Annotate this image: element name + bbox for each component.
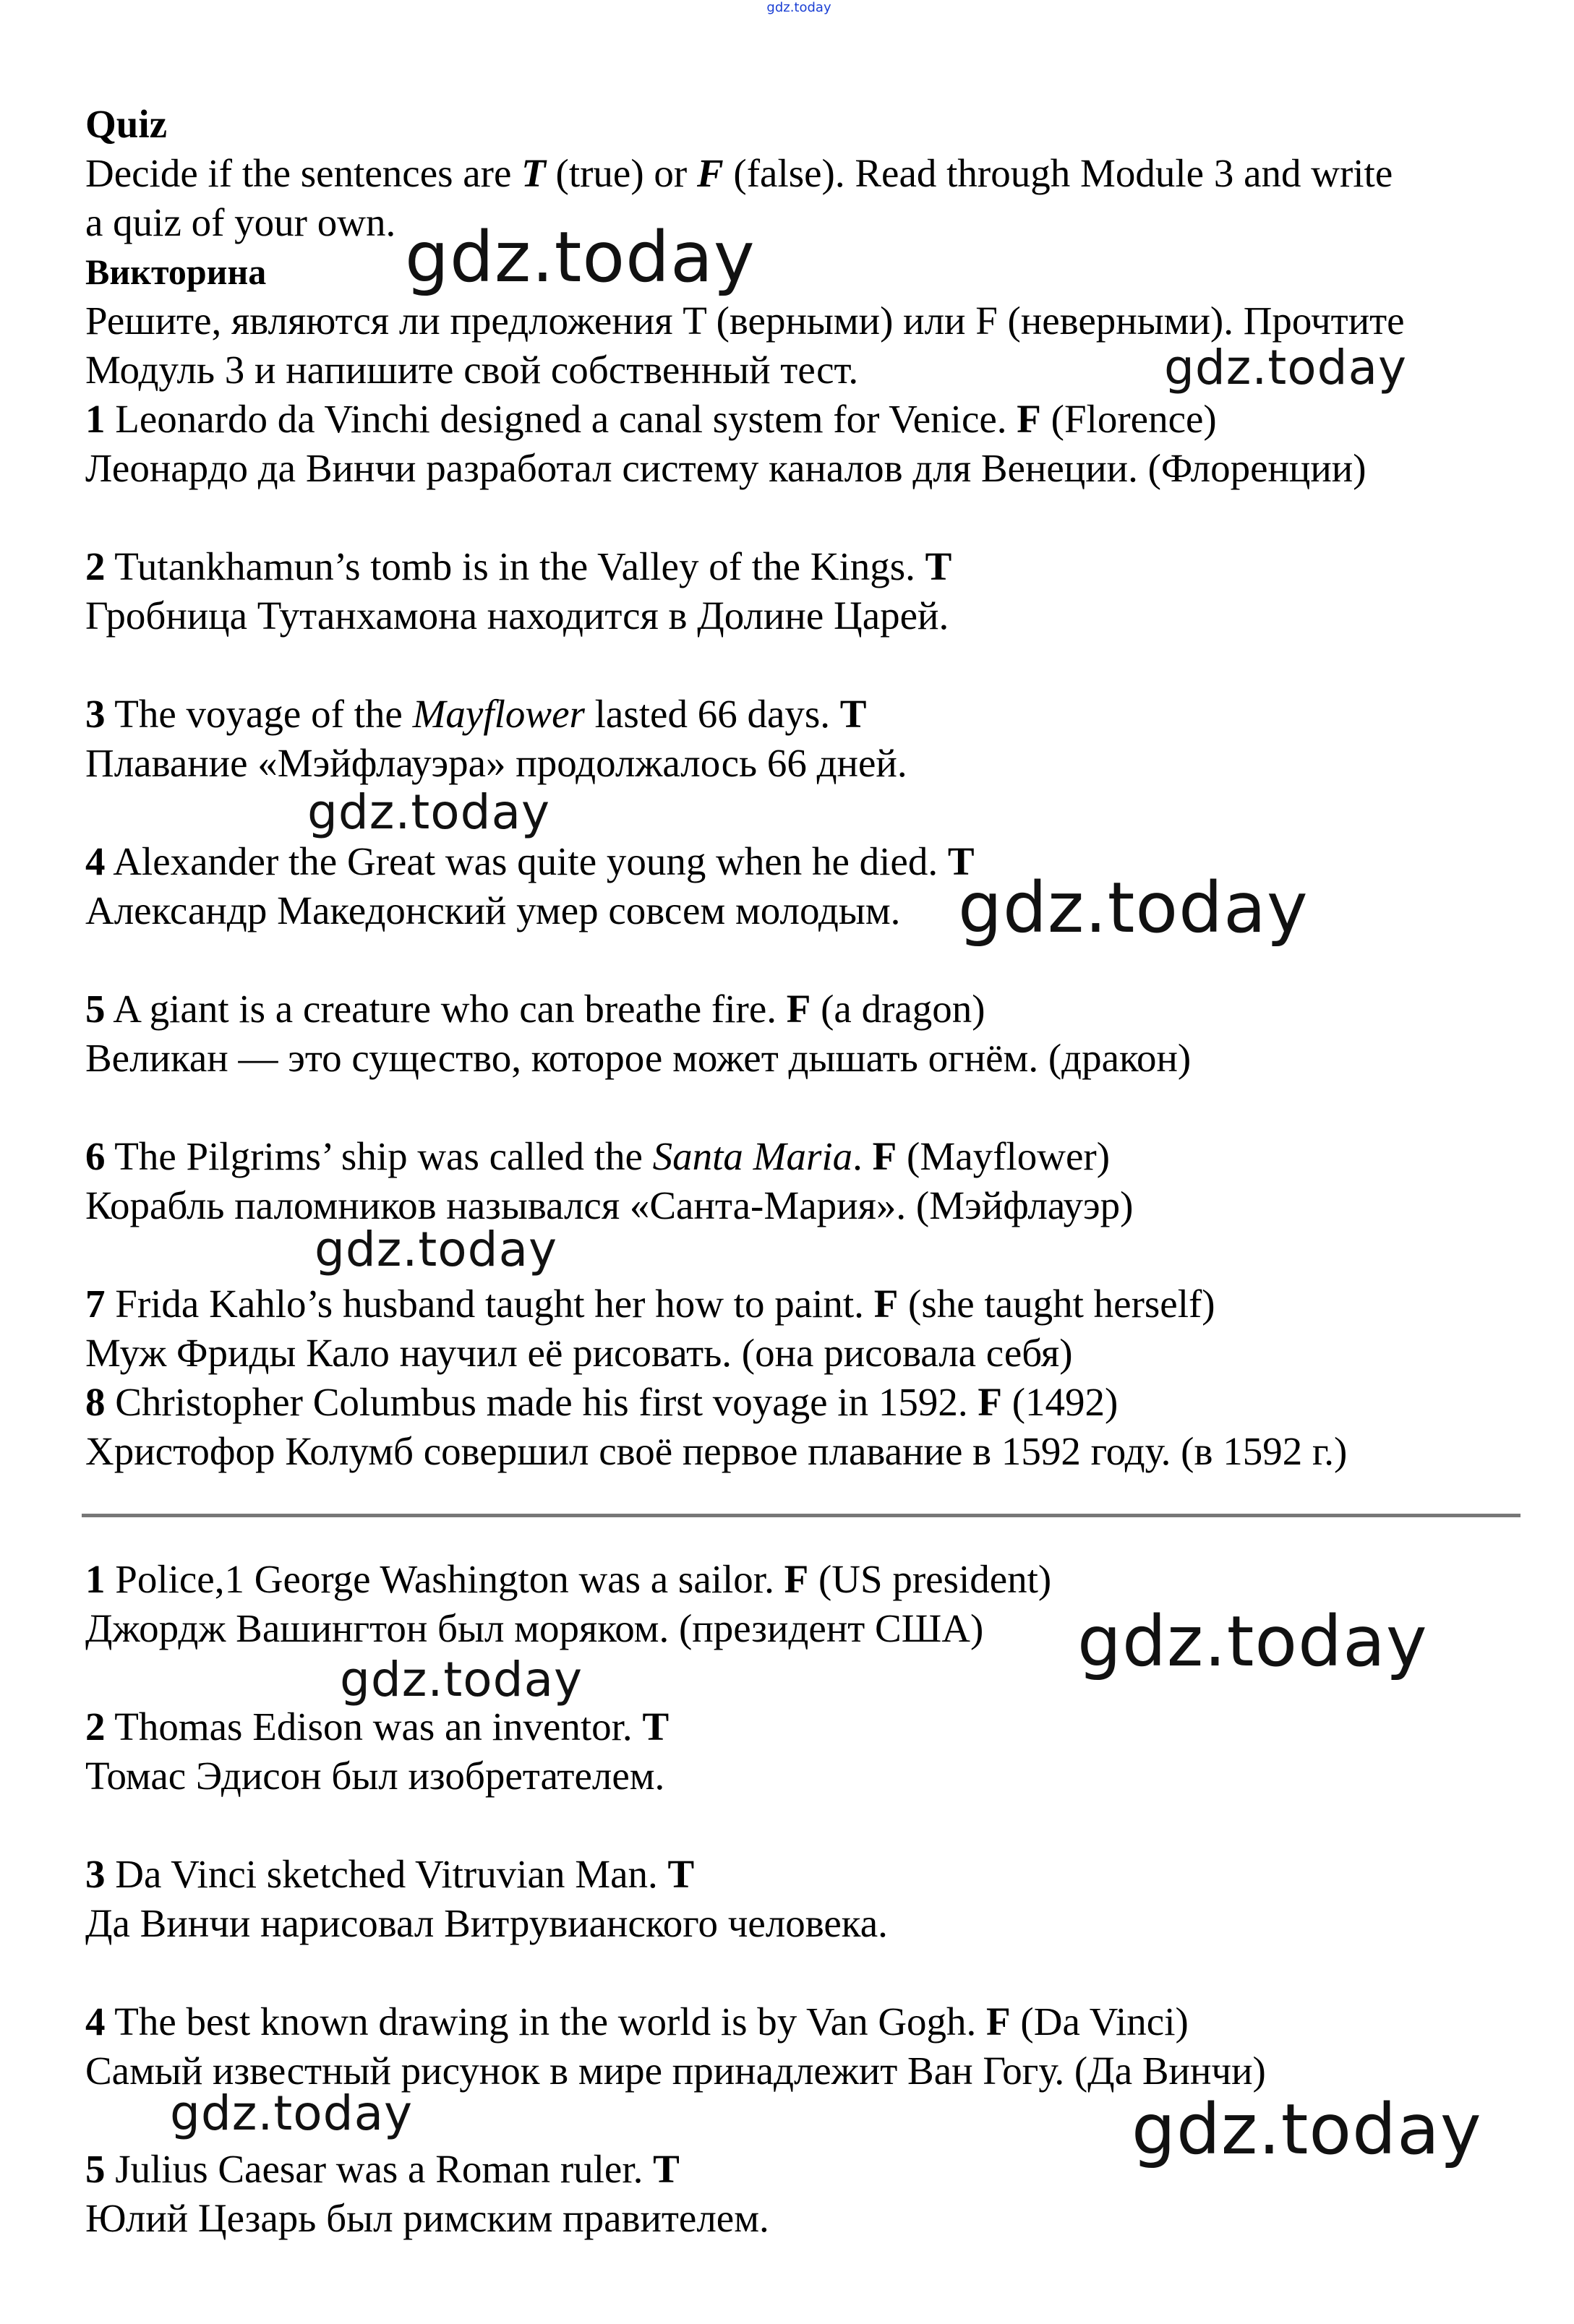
watermark: gdz.today	[958, 867, 1309, 948]
item-ru: Джордж Вашингтон был моряком. (президент США)	[85, 1606, 984, 1650]
item-ru: Муж Фриды Кало научил её рисовать. (она рисовала себя)	[85, 1331, 1073, 1375]
item-ru: Да Винчи нарисовал Витрувианского человека.	[85, 1901, 888, 1945]
item-ru: Гробница Тутанхамона находится в Долине Царей.	[85, 593, 949, 638]
item-ru: Корабль паломников назывался «Санта-Мария». (Мэйфлауэр)	[85, 1183, 1134, 1227]
watermark: gdz.today	[307, 784, 551, 840]
instructions-en-line2: a quiz of your own.	[85, 200, 396, 244]
item-en: 3 The voyage of the Mayflower lasted 66 days. T	[85, 692, 867, 736]
watermark: gdz.today	[1164, 340, 1408, 395]
item-en: 5 A giant is a creature who can breathe fire. F (a dragon)	[85, 987, 985, 1031]
item-en: 5 Julius Caesar was a Roman ruler. T	[85, 2147, 680, 2191]
quiz-item	[85, 395, 1517, 493]
item-ru: Александр Македонский умер совсем молодым.	[85, 888, 901, 932]
instructions-en: Decide if the sentences are T (true) or F (false). Read through Module 3 and write	[85, 151, 1393, 195]
item-en: 8 Christopher Columbus made his first voyage in 1592. F (1492)	[85, 1380, 1119, 1424]
quiz-item	[85, 1702, 1517, 1801]
watermark: gdz.today	[170, 2085, 414, 2141]
item-en: 6 The Pilgrims’ ship was called the Santa Maria. F (Mayflower)	[85, 1134, 1111, 1178]
quiz-title: Quiz	[85, 102, 168, 146]
quiz-item	[85, 1850, 1517, 1948]
item-en: 4 Alexander the Great was quite young when he died. T	[85, 839, 975, 883]
document-body	[85, 100, 1517, 2243]
item-ru: Леонардо да Винчи разработал систему каналов для Венеции. (Флоренции)	[85, 446, 1366, 490]
item-en: 2 Tutankhamun’s tomb is in the Valley of the Kings. T	[85, 544, 952, 588]
quiz-item	[85, 690, 1517, 788]
item-en: 2 Thomas Edison was an inventor. T	[85, 1705, 670, 1749]
quiz-item	[85, 1997, 1517, 2096]
quiz-item	[85, 1132, 1517, 1230]
item-en: 1 Leonardo da Vinchi designed a canal system for Venice. F (Florence)	[85, 397, 1217, 441]
item-ru: Самый известный рисунок в мире принадлежит Ван Гогу. (Да Винчи)	[85, 2049, 1266, 2093]
watermark: gdz.today	[315, 1222, 558, 1277]
instructions-ru-line1: Решите, являются ли предложения T (верными) или F (неверными). Прочтите	[85, 299, 1405, 343]
quiz-item	[85, 542, 1517, 640]
watermark: gdz.today	[340, 1652, 583, 1707]
item-ru: Томас Эдисон был изобретателем.	[85, 1754, 665, 1798]
watermark: gdz.today	[1077, 1601, 1428, 1682]
item-ru: Плавание «Мэйфлауэра» продолжалось 66 дней.	[85, 741, 907, 785]
ru-title: Викторина	[85, 252, 267, 292]
section-divider	[82, 1514, 1520, 1517]
quiz-item	[85, 1279, 1517, 1378]
item-ru: Великан — это существо, которое может дышать огнём. (дракон)	[85, 1036, 1192, 1080]
instructions-ru-line2: Модуль 3 и напишите свой собственный тест.	[85, 348, 859, 392]
item-en: 3 Da Vinci sketched Vitruvian Man. T	[85, 1852, 695, 1896]
item-ru: Юлий Цезарь был римским правителем.	[85, 2196, 769, 2240]
item-en: 1 Police,1 George Washington was a sailor. F (US president)	[85, 1557, 1052, 1601]
quiz-item	[85, 985, 1517, 1083]
quiz-item	[85, 1378, 1517, 1476]
top-watermark: gdz.today	[766, 0, 831, 15]
item-en: 4 The best known drawing in the world is by Van Gogh. F (Da Vinci)	[85, 1999, 1189, 2044]
item-en: 7 Frida Kahlo’s husband taught her how to paint. F (she taught herself)	[85, 1282, 1215, 1326]
watermark: gdz.today	[1132, 2089, 1482, 2170]
item-ru: Христофор Колумб совершил своё первое плавание в 1592 году. (в 1592 г.)	[85, 1429, 1348, 1473]
watermark: gdz.today	[405, 217, 756, 298]
